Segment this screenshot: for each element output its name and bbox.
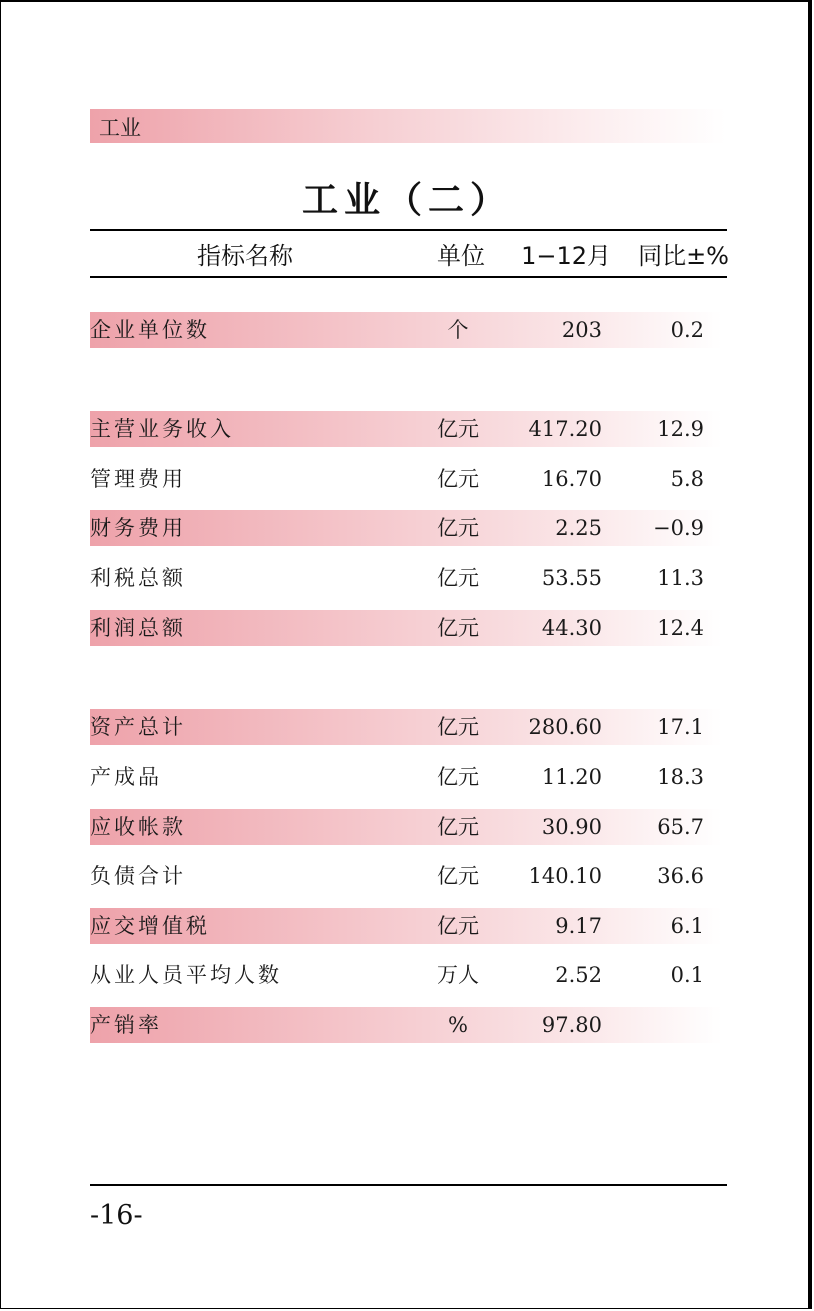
row-unit: 个: [447, 318, 469, 342]
row-yoy: 18.3: [657, 765, 704, 789]
row-yoy: 12.4: [657, 616, 704, 640]
table-top-rule: [90, 229, 727, 231]
row-name: 利润总额: [90, 616, 186, 640]
row-name: 从业人员平均人数: [90, 963, 282, 987]
row-yoy: −0.9: [653, 516, 704, 540]
row-name: 负债合计: [90, 864, 186, 888]
table-row: [90, 957, 722, 993]
row-value: 9.17: [555, 914, 602, 938]
row-yoy: 65.7: [657, 815, 704, 839]
table-row: [90, 858, 722, 894]
table-row: [90, 411, 722, 447]
row-name: 利税总额: [90, 566, 186, 590]
row-yoy: 0.2: [670, 318, 704, 342]
row-unit: 亿元: [437, 467, 479, 491]
row-unit: 亿元: [437, 765, 479, 789]
table-header-rule: [90, 276, 727, 278]
row-name: 企业单位数: [90, 318, 210, 342]
section-bar: [90, 109, 726, 143]
header-period-value: 1−12月: [521, 242, 611, 270]
row-unit: 亿元: [437, 864, 479, 888]
row-value: 11.20: [541, 765, 602, 789]
row-value: 2.52: [555, 963, 602, 987]
row-name: 应收帐款: [90, 815, 186, 839]
row-value: 203: [561, 318, 602, 342]
table-row: [90, 610, 722, 646]
row-unit: 亿元: [437, 715, 479, 739]
row-value: 53.55: [541, 566, 602, 590]
table-row: [90, 510, 722, 546]
row-unit: 亿元: [437, 815, 479, 839]
row-unit: 亿元: [437, 417, 479, 441]
row-value: 280.60: [528, 715, 602, 739]
table-row: [90, 709, 722, 745]
row-value: 97.80: [541, 1013, 602, 1037]
footer-rule: [90, 1184, 727, 1186]
row-unit: 万人: [437, 963, 479, 987]
row-unit: 亿元: [437, 516, 479, 540]
table-row: [90, 312, 722, 348]
row-unit: 亿元: [437, 914, 479, 938]
page-number: -16-: [90, 1200, 143, 1231]
row-unit: 亿元: [437, 616, 479, 640]
table-row: [90, 908, 722, 944]
table-row: [90, 461, 722, 497]
table-row: [90, 759, 722, 795]
row-name: 财务费用: [90, 516, 186, 540]
row-unit: 亿元: [437, 566, 479, 590]
row-value: 417.20: [528, 417, 602, 441]
table-row: [90, 809, 722, 845]
row-name: 资产总计: [90, 715, 186, 739]
row-yoy: 17.1: [657, 715, 704, 739]
table-row: [90, 1007, 722, 1043]
row-name: 管理费用: [90, 467, 186, 491]
row-name: 产销率: [90, 1013, 162, 1037]
row-yoy: 0.1: [670, 963, 704, 987]
header-yoy-change: 同比±%: [638, 242, 729, 270]
row-name: 应交增值税: [90, 914, 210, 938]
row-yoy: 36.6: [657, 864, 704, 888]
row-name: 主营业务收入: [90, 417, 234, 441]
row-yoy: 11.3: [657, 566, 704, 590]
row-value: 16.70: [541, 467, 602, 491]
row-yoy: 12.9: [657, 417, 704, 441]
row-yoy: 6.1: [670, 914, 704, 938]
row-yoy: 5.8: [670, 467, 704, 491]
section-label: 工业: [99, 116, 141, 140]
row-value: 140.10: [528, 864, 602, 888]
page-title: 工业（二）: [301, 179, 512, 221]
table-row: [90, 560, 722, 596]
header-indicator-name: 指标名称: [197, 242, 293, 270]
row-value: 44.30: [541, 616, 602, 640]
row-value: 2.25: [555, 516, 602, 540]
header-unit: 单位: [437, 242, 485, 270]
row-name: 产成品: [90, 765, 162, 789]
row-value: 30.90: [541, 815, 602, 839]
row-unit: %: [448, 1013, 468, 1037]
